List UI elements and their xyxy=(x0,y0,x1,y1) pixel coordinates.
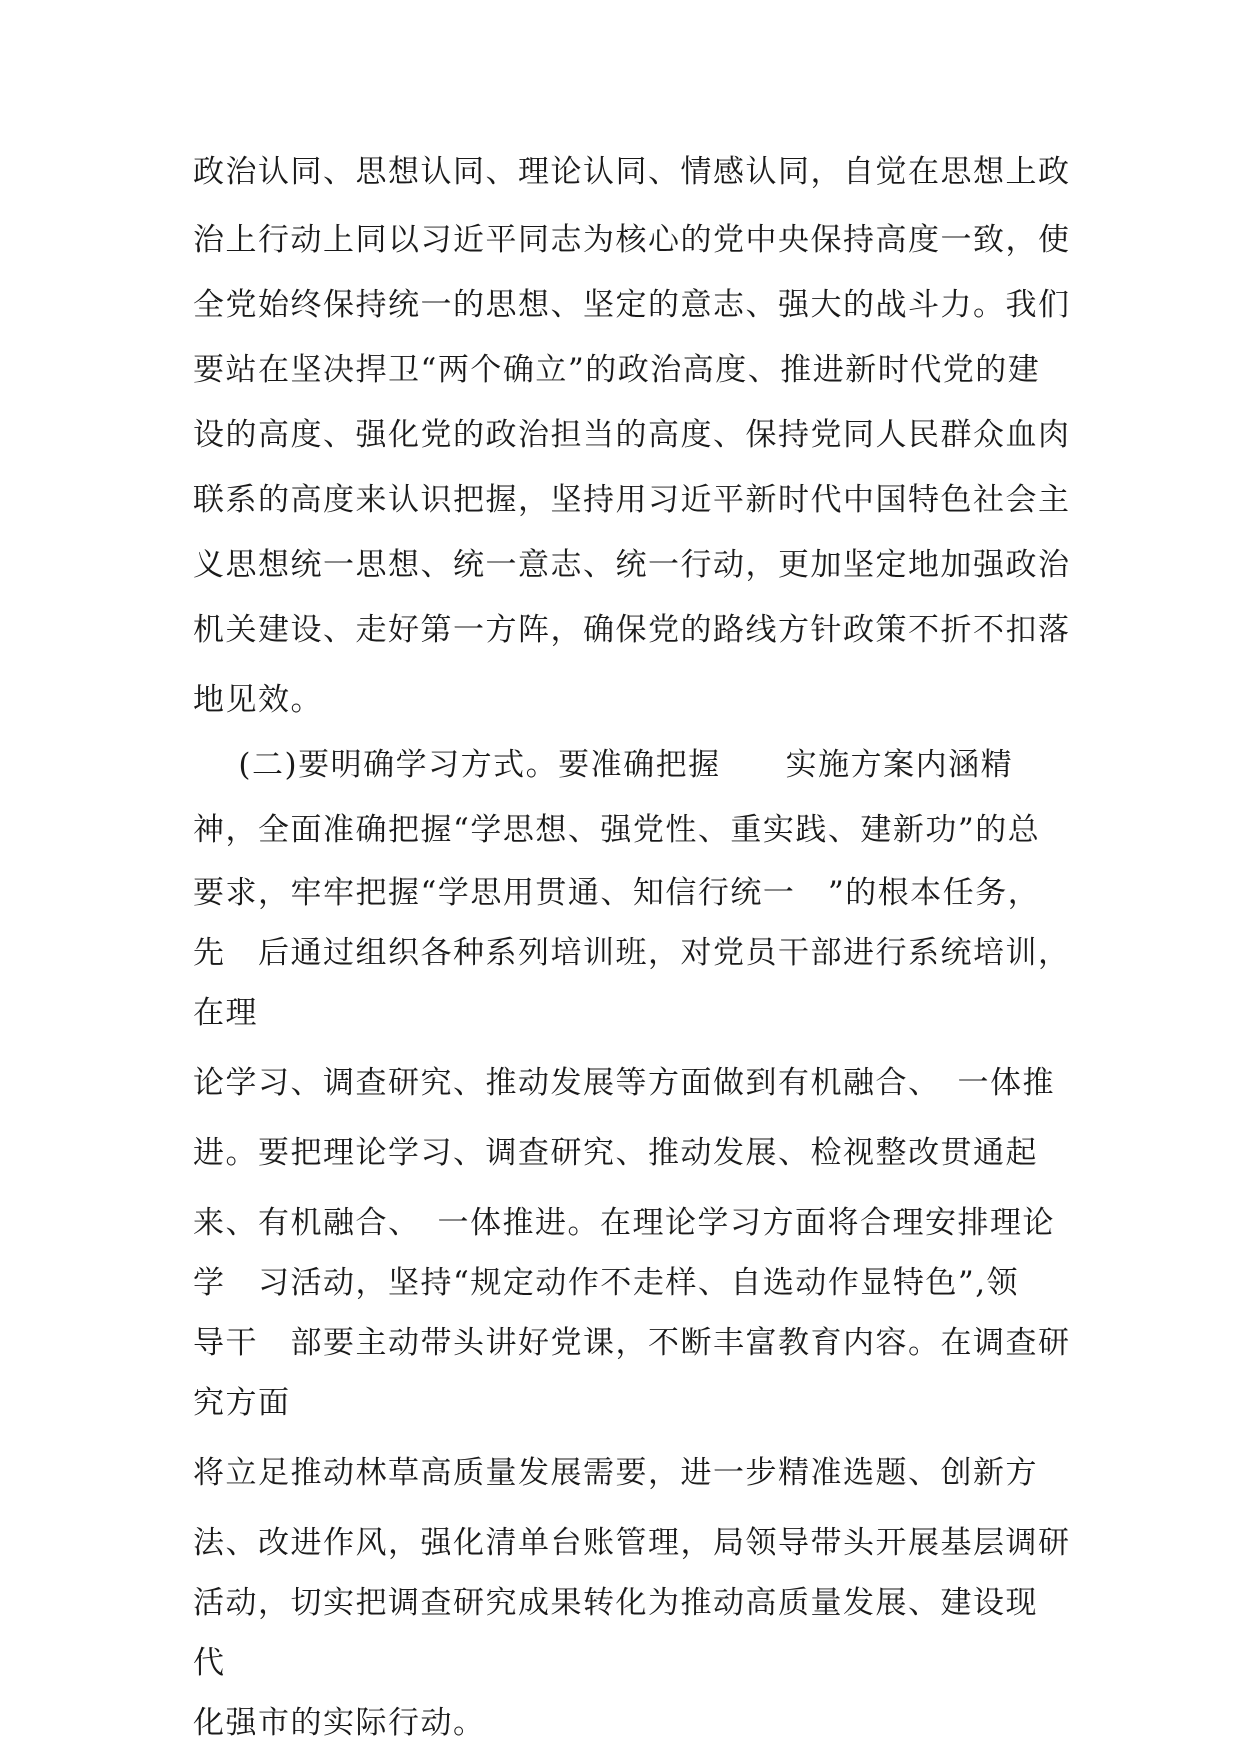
text-line: 进。要把理论学习、调查研究、推动发展、检视整改贯通起 xyxy=(193,1135,1038,1171)
paragraph-start-line: (二)要明确学习方式。要准确把握 实施方案内涵精 xyxy=(193,747,1014,783)
text-line: 要站在坚决捍卫“两个确立”的政治高度、推进新时代党的建 xyxy=(193,352,1041,388)
text-line: 神，全面准确把握“学思想、强党性、重实践、建新功”的总 xyxy=(193,812,1041,848)
text-line: 代 xyxy=(193,1645,226,1681)
text-line: 化强市的实际行动。 xyxy=(193,1705,486,1741)
text-line: 政治认同、思想认同、理论认同、情感认同，自觉在思想上政 xyxy=(193,154,1071,190)
text-line: 法、改进作风，强化清单台账管理，局领导带头开展基层调研 xyxy=(193,1525,1071,1561)
text-line: 论学习、调查研究、推动发展等方面做到有机融合、 一体推 xyxy=(193,1065,1055,1101)
text-line: 联系的高度来认识把握，坚持用习近平新时代中国特色社会主 xyxy=(193,482,1071,518)
text-line: 导干 部要主动带头讲好党课，不断丰富教育内容。在调查研 xyxy=(193,1325,1071,1361)
text-line: 究方面 xyxy=(193,1385,291,1421)
text-line: 地见效。 xyxy=(193,682,323,718)
text-line: 先 后通过组织各种系列培训班，对党员干部进行系统培训， xyxy=(193,935,1071,971)
text-line: 治上行动上同以习近平同志为核心的党中央保持高度一致，使 xyxy=(193,222,1071,258)
text-line: 全党始终保持统一的思想、坚定的意志、强大的战斗力。我们 xyxy=(193,287,1071,323)
text-line: 义思想统一思想、统一意志、统一行动，更加坚定地加强政治 xyxy=(193,547,1071,583)
text-line: 活动，切实把调查研究成果转化为推动高质量发展、建设现 xyxy=(193,1585,1038,1621)
text-line: 要求，牢牢把握“学思用贯通、知信行统一 ”的根本任务， xyxy=(193,875,1041,911)
text-line: 学 习活动，坚持“规定动作不走样、自选动作显特色”,领 xyxy=(193,1265,1020,1301)
text-line: 设的高度、强化党的政治担当的高度、保持党同人民群众血肉 xyxy=(193,417,1071,453)
text-line: 来、有机融合、 一体推进。在理论学习方面将合理安排理论 xyxy=(193,1205,1055,1241)
text-line: 机关建设、走好第一方阵，确保党的路线方针政策不折不扣落 xyxy=(193,612,1071,648)
text-line: 在理 xyxy=(193,995,258,1031)
text-line: 将立足推动林草高质量发展需要，进一步精准选题、创新方 xyxy=(193,1455,1038,1491)
